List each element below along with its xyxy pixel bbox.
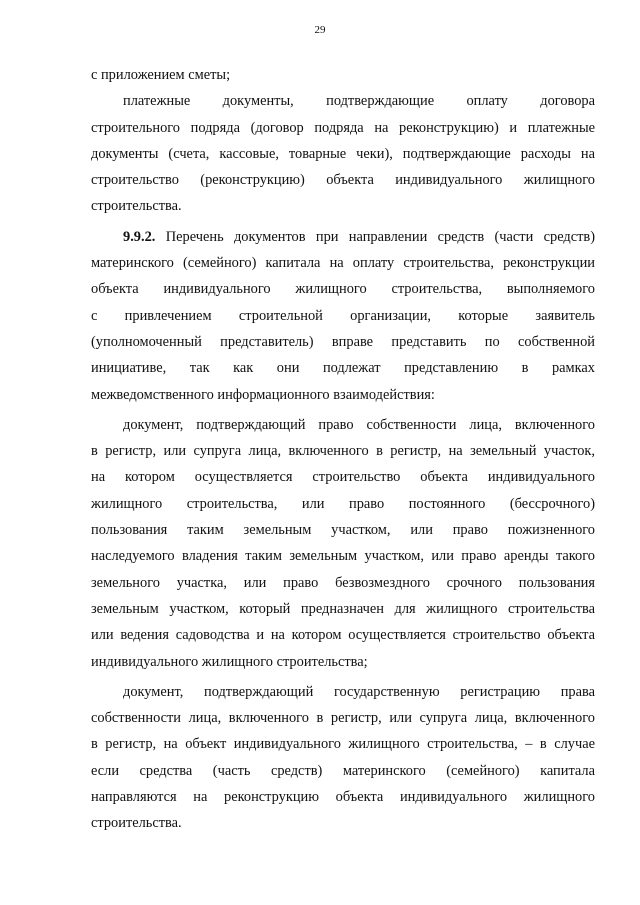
text-line: в регистр, на объект индивидуального жилищного строительства, – в случае [91, 736, 595, 753]
text-line: платежные документы, подтверждающие оплату договора [123, 93, 595, 110]
text-line: инициативе, так как они подлежат представлению в рамках [91, 360, 595, 377]
section-first-line: Перечень документов при направлении средств (части средств) [165, 228, 595, 245]
text-line: наследуемого владения таким земельным участком, или право аренды такого [91, 548, 595, 565]
text-line: с приложением сметы; [91, 67, 231, 83]
paragraph-payment-documents [91, 88, 595, 219]
text-line: в регистр, или супруга лица, включенного в регистр, на земельный участок, [91, 443, 595, 460]
paragraph-land-ownership-document [91, 412, 595, 675]
text-line: на котором осуществляется строительство объекта индивидуального [91, 469, 595, 486]
paragraph-estimate [91, 62, 595, 88]
paragraph-registration-document [91, 679, 595, 837]
text-line: индивидуального жилищного строительства; [91, 653, 368, 670]
section-number: 9.9.2. [123, 228, 156, 245]
text-line: строительного подряда (договор подряда на реконструкцию) и платежные [91, 119, 595, 136]
text-line: строительство (реконструкцию) объекта индивидуального жилищного [91, 172, 595, 189]
text-line: строительства. [91, 198, 182, 215]
text-line: материнского (семейного) капитала на оплату строительства, реконструкции [91, 255, 595, 272]
text-line: строительства. [91, 815, 182, 832]
text-line: жилищного строительства, или право постоянного (бессрочного) [91, 495, 595, 512]
text-line: с привлечением строительной организации, которые заявитель [91, 307, 595, 324]
text-line: если средства (часть средств) материнского (семейного) капитала [91, 762, 595, 779]
text-line: направляются на реконструкцию объекта индивидуального жилищного [91, 789, 595, 806]
text-line: межведомственного информационного взаимодействия: [91, 386, 435, 403]
text-line: документ, подтверждающий государственную регистрацию права [123, 683, 595, 700]
page-number: 29 [314, 24, 326, 36]
text-line: объекта индивидуального жилищного строительства, выполняемого [91, 281, 595, 298]
text-line: или ведения садоводства и на котором осуществляется строительство объекта [91, 627, 595, 644]
text-line: документ, подтверждающий право собственности лица, включенного [123, 416, 595, 433]
text-line: пользования таким земельным участком, или право пожизненного [91, 522, 595, 539]
text-line: собственности лица, включенного в регистр, или супруга лица, включенного [91, 710, 595, 727]
text-line: земельным участком, который предназначен для жилищного строительства [91, 600, 595, 617]
document-body [91, 62, 595, 837]
text-line [91, 224, 595, 250]
text-line: (уполномоченный представитель) вправе представить по собственной [91, 333, 595, 350]
paragraph-section-9-9-2 [91, 224, 595, 408]
text-line: земельного участка, или право безвозмездного срочного пользования [91, 574, 595, 591]
text-line: документы (счета, кассовые, товарные чеки), подтверждающие расходы на [91, 145, 595, 162]
